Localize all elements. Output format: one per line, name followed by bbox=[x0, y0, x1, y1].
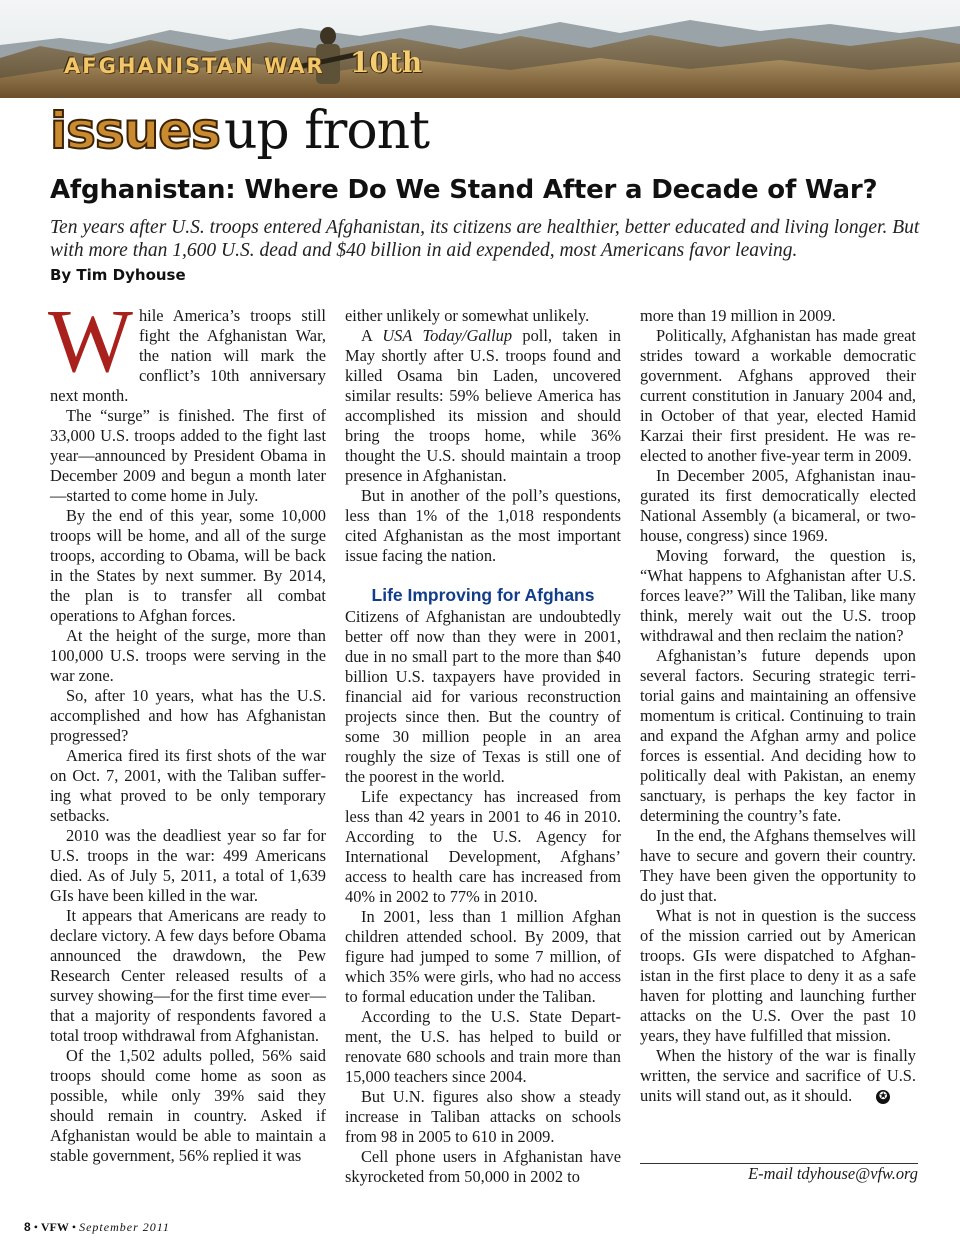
article-column-1 bbox=[48, 292, 326, 1166]
paragraph: In December 2005, Afghanistan inaugurated its first democratically elected National Assembly (a bicameral, or two-house, congress) since 1969. bbox=[640, 466, 916, 545]
section-kicker bbox=[50, 100, 429, 162]
article-column-3 bbox=[640, 306, 916, 1106]
issue-date: September 2011 bbox=[79, 1220, 170, 1234]
kicker-up-front: up front bbox=[223, 101, 430, 161]
paragraph: What is not in question is the success of the mission carried out by American troops. GIs were dispatched to Afghanistan in the first place to deny it as a safe haven for plotting and launching further attacks on the U.S. Over the past 10 years, they have fulfilled that mission. bbox=[640, 906, 916, 1045]
paragraph: According to the U.S. State Department, the U.S. has helped to build or renovate 680 schools and train more than 15,000 teachers since 2004. bbox=[345, 1007, 621, 1086]
section-subhead: Life Improving for Afghans bbox=[371, 585, 595, 605]
paragraph: It appears that Americans are ready to declare victory. A few days before Obama announced the drawdown, the Pew Research Center released results of a survey showing—for the first time ever—that a majority of respondents favored a total troop withdrawal from Afghanistan. bbox=[50, 906, 326, 1045]
paragraph: So, after 10 years, what has the U.S. accomplished and how has Afghanistan progressed? bbox=[50, 686, 326, 745]
paragraph: A USA Today/Gallup poll, taken in May shortly after U.S. troops found and killed Osama bin Laden, uncovered similar results: 59% believe America has accomplished its mission and should bring the troops home, while 36% thought the U.S. should maintain a troop presence in Afghanistan. bbox=[345, 326, 622, 485]
article-headline: Afghanistan: Where Do We Stand After a Decade of War? bbox=[50, 175, 878, 205]
banner-anniversary: 10th bbox=[350, 46, 423, 79]
header-banner bbox=[0, 0, 960, 98]
paragraph: The “surge” is finished. The first of 33,000 U.S. troops added to the fight last year—announced by President Obama in December 2009 and begun a month later—started to come home in July. bbox=[50, 406, 326, 505]
paragraph: In 2001, less than 1 million Afghan children attended school. By 2009, that figure had jumped to some 7 million, of which 35% were girls, who had no access to formal education under the Taliban. bbox=[345, 907, 621, 1006]
magazine-name: VFW bbox=[40, 1220, 69, 1234]
paragraph: Afghanistan’s future depends upon several factors. Securing strategic territorial gains and maintaining an offensive momentum is critical. Continuing to train and expand the Afghan army and police forces is essential. And deciding how to politically deal with Pakistan, an enemy sanctuary, is perhaps the key factor in determining the country’s fate. bbox=[640, 646, 916, 825]
author-email: E-mail tdyhouse@vfw.org bbox=[748, 1164, 918, 1183]
publication-name: USA Today/Gallup bbox=[382, 326, 513, 345]
paragraph: Life expectancy has increased from less than 42 years in 2001 to 46 in 2010. According to the U.S. Agency for International Development, Afghans’ access to health care has increased from 40% in 2002 to 77% in 2010. bbox=[345, 787, 621, 906]
banner-title: AFGHANISTAN WAR bbox=[64, 54, 325, 78]
paragraph: either unlikely or somewhat unlikely. bbox=[345, 306, 590, 325]
paragraph: America fired its first shots of the war on Oct. 7, 2001, with the Taliban suffering what proved to be only temporary setbacks. bbox=[50, 746, 326, 825]
paragraph: By the end of this year, some 10,000 troops will be home, and all of the surge troops, according to Obama, will be back in the States by next summer. By 2014, the plan is to transfer all combat operations to Afghan forces. bbox=[50, 506, 326, 625]
paragraph: When the history of the war is finally written, the service and sacrifice of U.S. units will stand out, as it should. ✪ bbox=[640, 1046, 916, 1105]
paragraph: Cell phone users in Afghanistan have skyrocketed from 50,000 in 2002 to bbox=[345, 1147, 621, 1186]
paragraph: more than 19 million in 2009. bbox=[640, 306, 836, 325]
paragraph: Citizens of Afghanistan are undoubtedly better off now than they were in 2001, due in no small part to the more than $40 billion U.S. taxpayers have provided in financial aid for various reconstruction projects since then. But the country of some 30 million people in an area roughly the size of Texas is still one of the poorest in the world. bbox=[345, 607, 621, 786]
article-byline: By Tim Dyhouse bbox=[50, 266, 186, 284]
article-column-2 bbox=[345, 306, 621, 1187]
paragraph: Of the 1,502 adults polled, 56% said troops should come home as soon as possible, while only 39% said they should remain in country. Asked if Afghanistan would be able to maintain a stable government, 56% replied it was bbox=[50, 1046, 326, 1165]
drop-cap: W bbox=[48, 292, 133, 391]
kicker-issues: issues bbox=[50, 102, 220, 160]
end-star-icon: ✪ bbox=[876, 1090, 890, 1104]
paragraph: Politically, Afghanistan has made great strides toward a workable democratic government. Afghans approved their current constitution in January 2004 and, in October of that year, elected Hamid Karzai their first president. He was re-elected to another five-year term in 2009. bbox=[640, 326, 916, 465]
page-number: 8 bbox=[24, 1220, 31, 1234]
paragraph: While America’s troops still fight the Afghanistan War, the nation will mark the conflict’s 10th anniversary next month. bbox=[48, 292, 326, 405]
paragraph: In the end, the Afghans themselves will have to secure and govern their country. They have been given the opportunity to do just that. bbox=[640, 826, 916, 905]
article-deck: Ten years after U.S. troops entered Afghanistan, its citizens are healthier, better educated and living longer. But with more than 1,600 U.S. dead and $40 billion in aid expended, most Americans favor leaving. bbox=[50, 217, 920, 261]
paragraph: But U.N. figures also show a steady increase in Taliban attacks on schools from 98 in 2005 to 610 in 2009. bbox=[345, 1087, 621, 1146]
paragraph: 2010 was the deadliest year so far for U.S. troops in the war: 499 Americans died. As of July 5, 2011, a total of 1,639 GIs have been killed in the war. bbox=[50, 826, 326, 905]
page-footer: 8 • VFW • September 2011 bbox=[24, 1220, 170, 1234]
paragraph: Moving forward, the question is, “What happens to Afghanistan after U.S. forces leave?” Will the Taliban, like many think, merely wait out the U.S. troop withdrawal and then reclaim the nation? bbox=[640, 546, 916, 645]
mountain-landscape-image bbox=[0, 0, 960, 98]
paragraph: At the height of the surge, more than 100,000 U.S. troops were serving in the war zone. bbox=[50, 626, 326, 685]
paragraph: But in another of the poll’s questions, less than 1% of the 1,018 respondents cited Afghanistan as the most important issue facing the nation. bbox=[345, 486, 621, 565]
